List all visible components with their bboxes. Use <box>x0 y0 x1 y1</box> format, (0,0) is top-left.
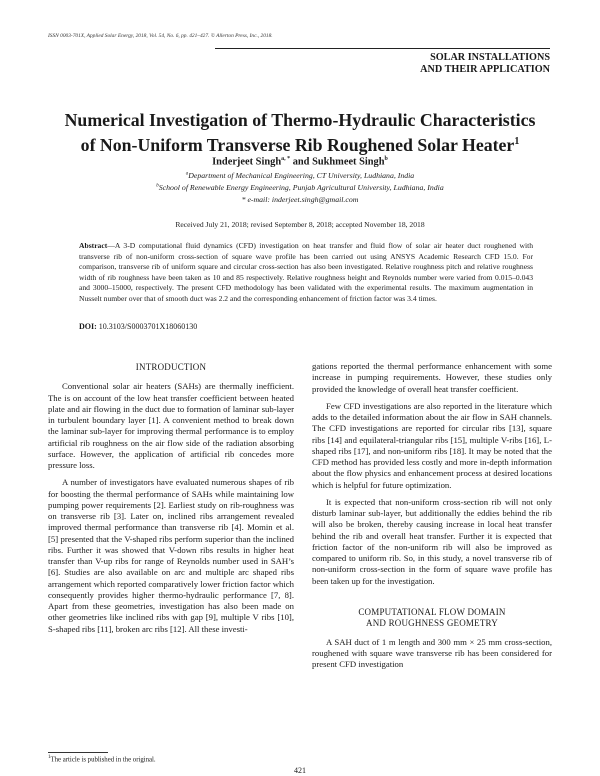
introduction-heading: INTRODUCTION <box>135 362 207 372</box>
title-line2-wrap <box>40 131 560 156</box>
affiliation-b <box>40 183 560 192</box>
section-rule <box>215 48 550 49</box>
author-name-1: Inderjeet Singh <box>212 156 282 168</box>
journal-citation: ISSN 0003-701X, Applied Solar Energy, 2018, Vol. 54, No. 6, pp. 421–427. © Allerton Press, Inc., 2018. <box>48 33 273 39</box>
title-footnote-mark: 1 <box>514 136 520 147</box>
footnote-text: The article is published in the original. <box>50 756 156 764</box>
section-label-line2: AND THEIR APPLICATION <box>420 63 550 75</box>
affiliation-b-mark: b <box>156 183 159 189</box>
author-name-2: Sukhmeet Singh <box>312 156 385 168</box>
cfd-heading-line2: AND ROUGHNESS GEOMETRY <box>366 617 498 628</box>
abstract-label: Abstract <box>79 241 108 250</box>
author-email <box>40 195 560 204</box>
section-label-line1: SOLAR INSTALLATIONS <box>430 52 550 63</box>
author-2-marks: b <box>384 156 388 162</box>
doi <box>79 322 197 331</box>
title-line2: of Non-Uniform Transverse Rib Roughened Solar Heater <box>80 134 515 155</box>
email-mark: * <box>241 195 246 204</box>
abstract-text: —A 3-D computational fluid dynamics (CFD) investigation on heat transfer and fluid flow of solar air heater duct roughened with transverse rib of non-uniform cross-section of square wave profile has been carried out using ANSYS Academic Research CFD 15.0. For comparison, transverse rib of uniform square and circular cross-section has also been investigated. Relative roughness pitch and relative roughness width of rib roughness have been taken as 10 and 85 respectively. Relative roughness height and Reynolds number were varied from 0.015–0.043 and 3000–15000, respectively. The present CFD methodology has been validated with the experimental results. The maximum augmentation in Nusselt number over that of smooth duct was 2.2 and the corresponding enhancement of friction factor was 3.4 times. <box>79 241 533 303</box>
affiliation-a-mark: a <box>185 171 189 177</box>
section-header <box>215 48 550 75</box>
abstract <box>79 241 533 305</box>
footnote <box>48 755 156 763</box>
doi-value: 10.3103/S0003701X18060130 <box>98 322 198 331</box>
intro-paragraph-2: A number of investigators have evaluated numerous shapes of rib for boosting the thermal performance of SAHs while maintaining low pumping power requirements [2]. Earliest study on rib-roughness was on transverse rib [3]. Later on, inclined ribs arrangement revealed improved thermal performance than transverse rib [4]. Momin et al. [5] presented that the V-shaped ribs perform superior than the inclined ribs. Further it was showed that V-down ribs results in higher heat transfer than V-up ribs for range of Reynolds number used in SAH’s [6]. Studies are also available on arc and multiple arc shaped ribs arrangement which reported comparatively lower friction factor which consequently provides higher thermo-hydraulic performance [7, 8]. Apart from these geometries, investigation has also been made on other geometries like inclined ribs with gap [9], multiple V ribs [10], S-shaped ribs [11], broken arc ribs [12]. All these investi- <box>48 477 294 634</box>
footnote-rule <box>48 752 108 753</box>
author-1-marks: a, * <box>281 156 291 162</box>
doi-label: DOI: <box>79 322 97 331</box>
affiliation-b-text: School of Renewable Energy Engineering, Punjab Agricultural University, Ludhiana, India <box>158 183 444 192</box>
paper-title <box>40 110 560 156</box>
page-number: 421 <box>294 766 306 775</box>
column-right <box>312 361 552 671</box>
intro-paragraph-4: It is expected that non-uniform cross-section rib will not only disturb laminar sub-layer, but additionally the eddies behind the rib will also be broken, thereby causing increase in local heat transfer behind the rib and overall heat transfer. Further it is expected that friction factor of the non-uniform rib will also be improved as compared to uniform rib. So, in this study, a novel transverse rib of non-uniform cross-section in the form of square wave profile has been taken up for the investigation. <box>312 496 552 586</box>
author-list <box>40 156 560 167</box>
intro-paragraph-1: Conventional solar air heaters (SAHs) are thermally inefficient. The is on account of the low heat transfer coefficient between heated plate and air flowing in the duct due to formation of laminar sub-layer in turbulent boundary layer [1]. A convenient method to break down the laminar sub-layer for improving thermal performance is to employ artificial rib roughness on the air flow side of the radiation absorbing surface. However, the application of artificial rib concedes more pressure loss. <box>48 381 294 470</box>
title-line1: Numerical Investigation of Thermo-Hydraulic Characteristics <box>64 110 536 130</box>
cfd-paragraph-1: A SAH duct of 1 m length and 300 mm × 25 mm cross-section, roughened with square wave transverse rib has been considered for present CFD investigation <box>312 636 552 670</box>
column-left <box>48 362 294 635</box>
email-text: e-mail: inderjeet.singh@gmail.com <box>247 195 359 204</box>
received-dates: Received July 21, 2018; revised September 8, 2018; accepted November 18, 2018 <box>175 220 425 229</box>
cfd-heading-line1: COMPUTATIONAL FLOW DOMAIN <box>358 606 506 617</box>
intro-paragraph-3: Few CFD investigations are also reported in the literature which adds to the detailed information about the air flow in SAH channels. The CFD investigations are reported for circular ribs [13], square ribs [14] and equilateral-triangular ribs [15], multiple V-ribs [16], L-shaped ribs [17], and non-uniform ribs [18]. It may be noted that the CFD method has provided less costly and more in-depth information about the flow physics and enhancement process at desired locations which is helpful for future optimization. <box>312 400 552 490</box>
author-joiner: and <box>290 156 313 168</box>
affiliation-a <box>40 171 560 180</box>
affiliation-a-text: Department of Mechanical Engineering, CT University, Ludhiana, India <box>188 171 415 180</box>
cfd-domain-heading <box>312 607 552 629</box>
intro-paragraph-2-continued: gations reported the thermal performance enhancement with some increase in pumping requirements. However, these studies only provided the knowledge of overall heat transfer coefficient. <box>312 361 552 394</box>
footnote-mark: 1 <box>48 755 51 760</box>
